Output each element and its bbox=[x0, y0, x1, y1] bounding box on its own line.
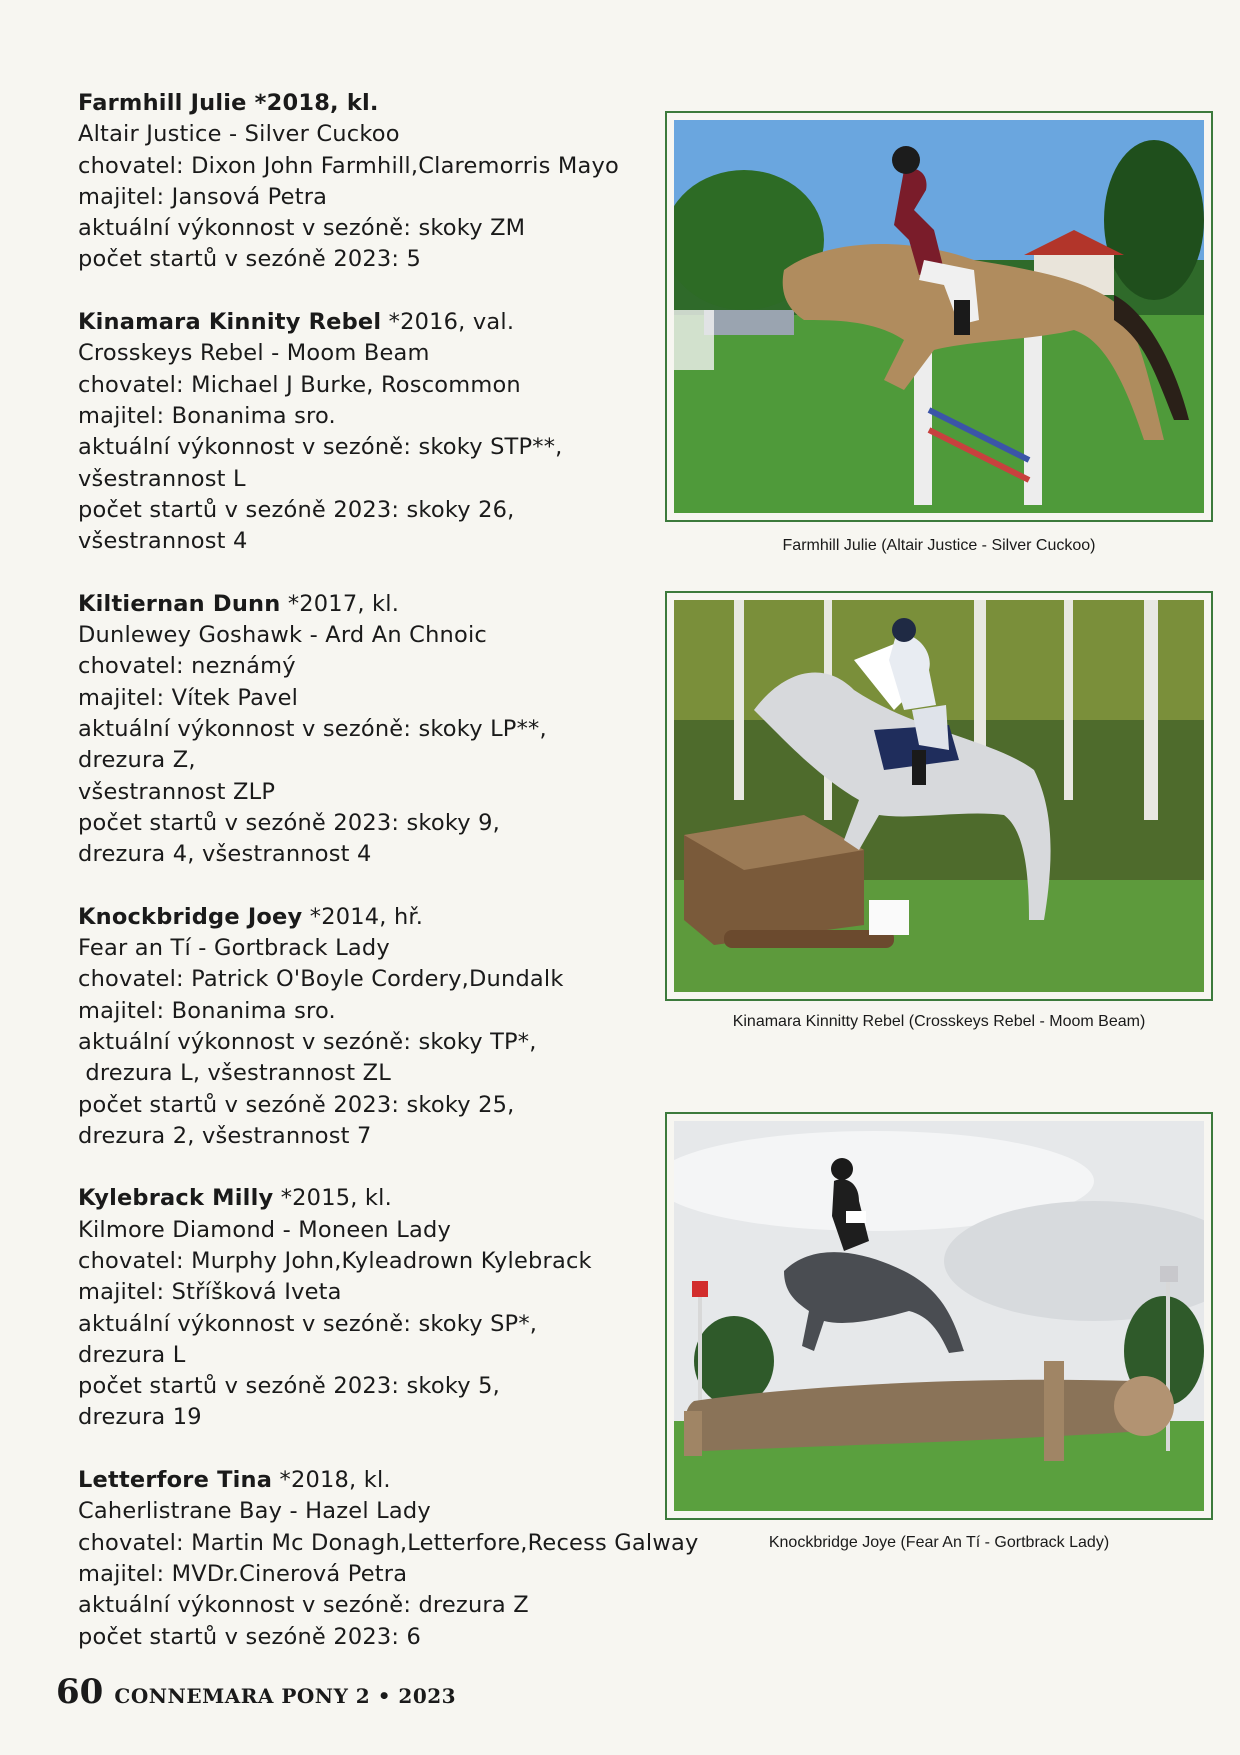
horse-detail-line: počet startů v sezóně 2023: 5 bbox=[78, 246, 422, 273]
horse-detail-line: drezura 2, všestrannost 7 bbox=[78, 1122, 372, 1149]
horse-detail-line: aktuální výkonnost v sezóně: skoky ZM bbox=[78, 215, 526, 242]
show-jumping-photo bbox=[674, 120, 1204, 513]
horse-detail-line: všestrannost ZLP bbox=[78, 778, 276, 805]
horse-heading bbox=[78, 88, 718, 119]
horse-name: Farmhill Julie *2018, kl. bbox=[78, 90, 379, 116]
horse-detail-line: všestrannost 4 bbox=[78, 528, 248, 555]
horse-name: Letterfore Tina bbox=[78, 1467, 273, 1494]
horse-detail-line: majitel: Stříšková Iveta bbox=[78, 1279, 342, 1306]
horse-detail-line: Crosskeys Rebel - Moom Beam bbox=[78, 340, 430, 367]
horse-name: Kylebrack Milly bbox=[78, 1185, 274, 1212]
horse-detail-line: počet startů v sezóně 2023: skoky 5, bbox=[78, 1373, 500, 1400]
horse-detail-line: chovatel: Patrick O'Boyle Cordery,Dundalk bbox=[78, 966, 564, 993]
horse-heading bbox=[78, 307, 718, 338]
horse-detail-line: drezura L, všestrannost ZL bbox=[78, 1060, 391, 1087]
horse-detail-line: drezura L bbox=[78, 1341, 186, 1368]
horse-detail-line: Altair Justice - Silver Cuckoo bbox=[78, 121, 400, 148]
horse-detail-line: počet startů v sezóně 2023: skoky 25, bbox=[78, 1091, 515, 1118]
horse-detail-line: chovatel: Martin Mc Donagh,Letterfore,Recess Galway bbox=[78, 1529, 699, 1556]
horse-detail-line: Dunlewey Goshawk - Ard An Chnoic bbox=[78, 622, 487, 649]
horse-detail-line: Kilmore Diamond - Moneen Lady bbox=[78, 1216, 451, 1243]
horse-heading bbox=[78, 1465, 718, 1496]
horse-detail-line: všestrannost L bbox=[78, 465, 246, 492]
photo-caption-1: Farmhill Julie (Altair Justice - Silver Cuckoo) bbox=[782, 537, 1096, 554]
magazine-name: CONNEMARA PONY 2 • 2023 bbox=[114, 1684, 457, 1708]
horse-birth-info: *2016, val. bbox=[381, 309, 515, 336]
horse-name: Knockbridge Joey bbox=[78, 903, 303, 930]
horse-detail-line: majitel: MVDr.Cinerová Petra bbox=[78, 1560, 408, 1587]
horse-detail-line: aktuální výkonnost v sezóně: drezura Z bbox=[78, 1592, 529, 1619]
horse-detail-line: aktuální výkonnost v sezóně: skoky LP**, bbox=[78, 715, 547, 742]
horse-entries bbox=[78, 88, 718, 1684]
horse-detail-line: aktuální výkonnost v sezóně: skoky SP*, bbox=[78, 1310, 538, 1337]
horse-detail-line: chovatel: Michael J Burke, Roscommon bbox=[78, 371, 521, 398]
horse-detail-line: aktuální výkonnost v sezóně: skoky STP**, bbox=[78, 434, 563, 461]
horse-entry bbox=[78, 1465, 718, 1653]
horse-detail-line: drezura Z, bbox=[78, 747, 196, 774]
horse-detail-line: majitel: Jansová Petra bbox=[78, 183, 328, 210]
photo-farmhill-julie bbox=[665, 111, 1213, 522]
horse-entry bbox=[78, 307, 718, 557]
page-number: 60 bbox=[56, 1672, 104, 1712]
page-footer bbox=[56, 1672, 456, 1712]
horse-entry bbox=[78, 1183, 718, 1433]
horse-detail-line: aktuální výkonnost v sezóně: skoky TP*, bbox=[78, 1028, 537, 1055]
horse-birth-info: *2017, kl. bbox=[280, 590, 400, 617]
horse-detail-line: chovatel: Dixon John Farmhill,Claremorris Mayo bbox=[78, 152, 619, 179]
horse-detail-line: majitel: Vítek Pavel bbox=[78, 684, 299, 711]
horse-detail-line: drezura 4, všestrannost 4 bbox=[78, 841, 372, 868]
cross-country-photo bbox=[674, 600, 1204, 992]
horse-detail-line: drezura 19 bbox=[78, 1404, 202, 1431]
horse-detail-line: chovatel: neznámý bbox=[78, 653, 296, 680]
horse-detail-line: chovatel: Murphy John,Kyleadrown Kylebrack bbox=[78, 1247, 592, 1274]
horse-detail-line: Caherlistrane Bay - Hazel Lady bbox=[78, 1498, 431, 1525]
horse-name: Kiltiernan Dunn bbox=[78, 590, 281, 617]
horse-entry bbox=[78, 589, 718, 871]
horse-detail-line: majitel: Bonanima sro. bbox=[78, 997, 336, 1024]
photo-caption-2: Kinamara Kinnitty Rebel (Crosskeys Rebel - Moom Beam) bbox=[732, 1013, 1146, 1030]
horse-detail-line: počet startů v sezóně 2023: skoky 26, bbox=[78, 496, 515, 523]
horse-entry bbox=[78, 902, 718, 1152]
horse-birth-info: *2014, hř. bbox=[302, 903, 424, 930]
horse-detail-line: majitel: Bonanima sro. bbox=[78, 402, 336, 429]
log-jump-photo bbox=[674, 1121, 1204, 1511]
horse-name: Kinamara Kinnity Rebel bbox=[78, 309, 382, 336]
horse-detail-line: počet startů v sezóně 2023: skoky 9, bbox=[78, 809, 500, 836]
horse-detail-line: počet startů v sezóně 2023: 6 bbox=[78, 1623, 422, 1650]
horse-birth-info: *2015, kl. bbox=[273, 1185, 392, 1212]
horse-heading bbox=[78, 902, 718, 933]
photo-knockbridge-joey bbox=[665, 1112, 1213, 1520]
horse-entry bbox=[78, 88, 718, 276]
photo-kinamara-kinnity-rebel bbox=[665, 591, 1213, 1001]
horse-birth-info: *2018, kl. bbox=[272, 1467, 391, 1494]
photo-caption-3: Knockbridge Joye (Fear An Tí - Gortbrack Lady) bbox=[768, 1534, 1110, 1551]
horse-detail-line: Fear an Tí - Gortbrack Lady bbox=[78, 935, 390, 962]
horse-heading bbox=[78, 1183, 718, 1214]
horse-heading bbox=[78, 589, 718, 620]
